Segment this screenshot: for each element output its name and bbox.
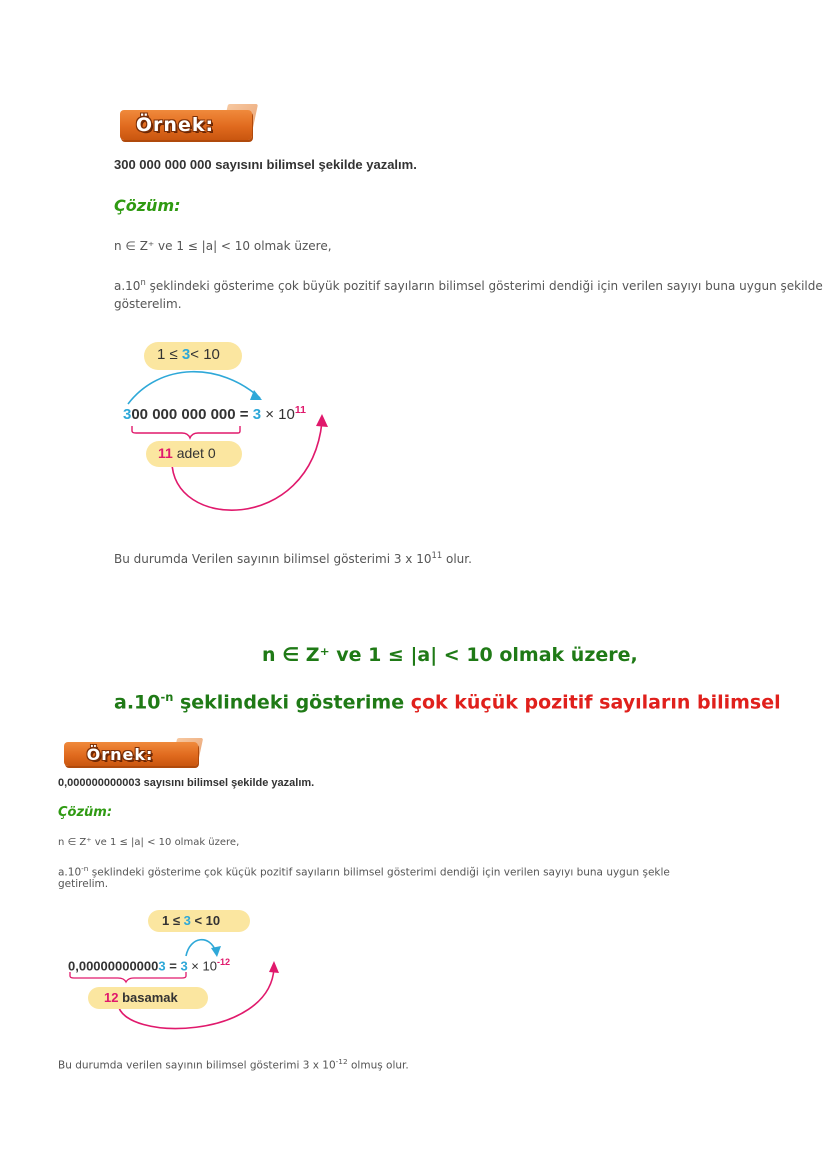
diagram2-arrows <box>60 930 300 1040</box>
example1-explanation <box>114 277 828 293</box>
example2-conclusion: Bu durumda verilen sayının bilimsel gösterimi 3 x $10^{-12}$ olmuş olur. <box>58 1057 409 1072</box>
example1-conclusion: Bu durumda Verilen sayının bilimsel gösterimi 3 x $10^{11}$ olur. <box>114 550 472 566</box>
example1-explanation-line2: gösterelim. <box>114 297 182 311</box>
example-badge-2 <box>64 742 198 766</box>
blue-arrowhead <box>211 946 221 957</box>
underbrace <box>70 972 186 982</box>
example2-explanation-line2: getirelim. <box>58 878 109 890</box>
example2-explanation: $a.10^{-n}$ şeklindeki gösterime çok küçük pozitif sayıların bilimsel gösterimi dendiği için verilen sayıyı buna uygun şekle <box>58 864 670 879</box>
equation-exponent: -12 <box>216 957 231 967</box>
blue-arrow <box>186 940 216 956</box>
magenta-arrowhead <box>269 961 279 973</box>
blue-arrow <box>128 372 260 404</box>
equation-number: 0,00000000000 <box>68 958 159 974</box>
magenta-arrowhead <box>316 414 328 427</box>
count-label: 11 adet 0 <box>158 445 216 461</box>
example1-question: 300 000 000 000 sayısını bilimsel şekilde yazalım. <box>114 157 417 172</box>
example2-solution-label: Çözüm: <box>58 805 113 820</box>
example-badge-1 <box>120 110 252 140</box>
example2-condition: n ∈ Z⁺ ve 1 ≤ |a| < 10 olmak üzere, <box>58 837 240 848</box>
explanation-a: a.10 <box>114 279 141 293</box>
badge-label: Örnek: <box>86 744 154 764</box>
example1-solution-label: Çözüm: <box>114 196 181 215</box>
underbrace <box>132 426 240 438</box>
range-label: 1 ≤ 3< 10 <box>157 346 220 363</box>
example1-condition: n ∈ Z⁺ ve 1 ≤ |a| < 10 olmak üzere, <box>114 239 332 253</box>
explanation-sup: n <box>140 277 146 287</box>
equation-last-digit: 3 <box>158 958 166 974</box>
heading-line1: n ∈ Z⁺ ve 1 ≤ |a| < 10 olmak üzere, <box>262 644 638 666</box>
equation-1: 300 000 000 $000 = 3 \times 10^{11}$ <box>123 404 306 423</box>
example2-question: 0,000000000003 sayısını bilimsel şekilde yazalım. <box>58 777 315 789</box>
heading-highlight: çok küçük pozitif sayıların bilimsel <box>410 691 781 714</box>
heading-line2: $a.10^{-n}$ şeklindeki gösterime çok küçük pozitif sayıların bilimsel <box>114 690 781 714</box>
equation-coef: 3 <box>252 406 262 423</box>
equation-number: 00 000 000 000 <box>131 406 236 423</box>
equation-2: $0,000000000003 = 3 \times 10^{-12}$ <box>68 957 231 974</box>
explanation-b: şeklindeki gösterime çok büyük pozitif sayıların bilimsel gösterimi dendiği için verilen sayıyı buna uygun şekilde <box>145 279 823 293</box>
count-label: 12 basamak <box>104 990 178 1005</box>
equation-exponent: 11 <box>294 404 306 416</box>
equation-first-digit: 3 <box>123 406 132 423</box>
badge-label: Örnek: <box>135 114 215 136</box>
range-label: 1 ≤ 3 < 10 <box>162 913 221 928</box>
